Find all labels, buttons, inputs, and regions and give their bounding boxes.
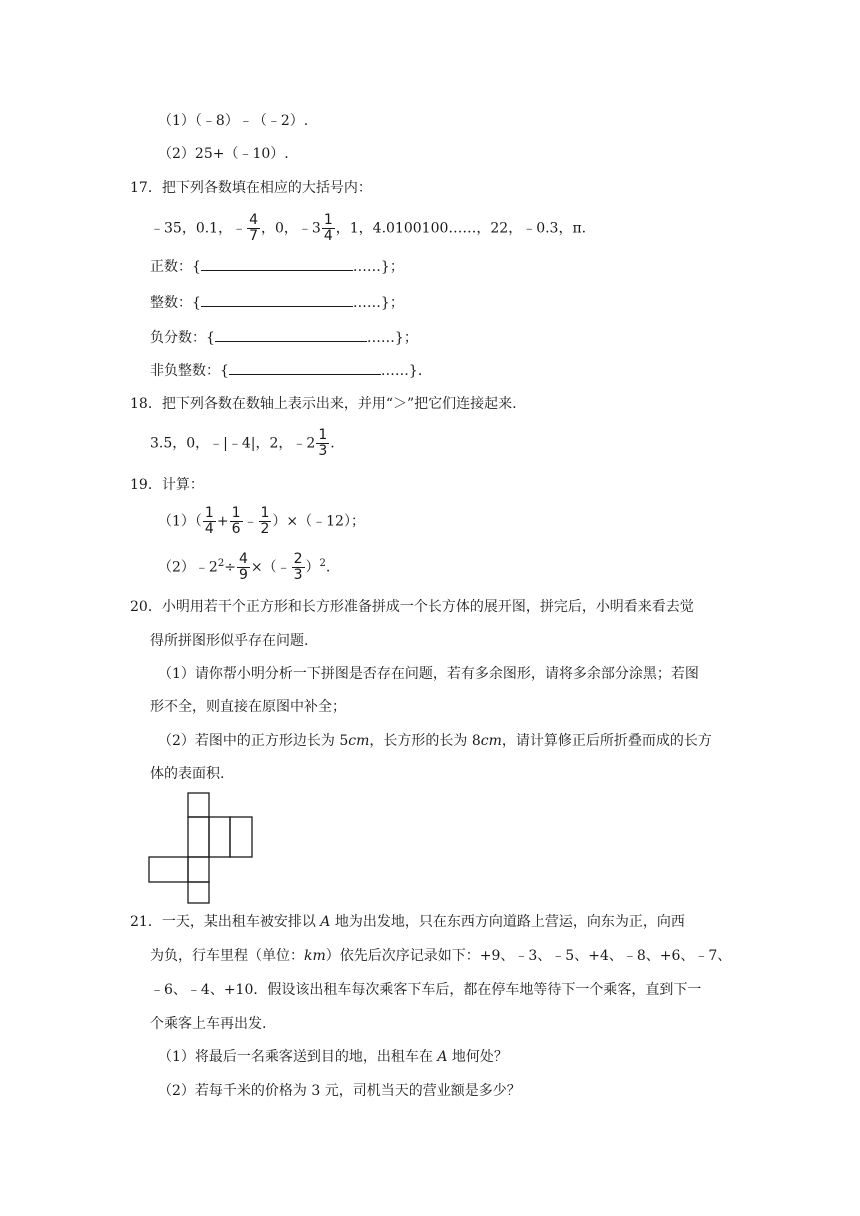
q18-title: 18．把下列各数在数轴上表示出来，并用“＞”把它们连接起来. [130,396,517,412]
net-square-middle [188,857,209,882]
q17-nums-c: ，1，4.0100100……，22，﹣0.3，π. [335,220,587,237]
times-sign: ×（﹣ [250,559,291,576]
q19-p1-close: ）×（﹣12）； [272,513,365,530]
fraction-1-4: $\frac{1}{4}$ [323,212,333,244]
q16-part1: （1）（﹣8）﹣（﹣2）. [158,113,309,129]
exponent: 2 [217,557,225,569]
q18-number-list [150,428,335,459]
minus-sign: ﹣ [243,513,258,530]
q21-line4: 个乘客上车再出发. [150,1016,267,1032]
var-a: A [320,914,331,930]
q21-l1-b: 地为出发地，只在东西方向道路上营运，向东为正，向西 [330,914,685,930]
net-rect-left [149,857,188,882]
cuboid-net-figure [148,792,258,904]
q21-line2 [150,946,731,966]
q17-nonneg-row [150,360,422,381]
q17-negfraction-row [150,327,418,348]
integer-blank[interactable] [201,292,353,307]
q19-p2-end: . [325,559,331,576]
q21-line6: （2）若每千米的价格为 3 元，司机当天的营业额是多少？ [158,1083,521,1099]
negfraction-blank[interactable] [215,327,367,342]
q21-l2-a: 为负，行车里程（单位： [150,948,304,964]
nonneg-label: 非负整数：{ [150,363,229,379]
q18-nums: 3.5，0，﹣|﹣4|，2，﹣2 [150,435,316,452]
net-rect-column-1 [188,817,209,857]
var-a-2: A [437,1049,448,1065]
nonneg-close: ……}. [380,363,423,379]
fraction-4-7: $\frac{4}{7}$ [249,212,259,244]
q17-nums-a: ﹣35，0.1，﹣ [150,220,247,237]
q20-line1: 20．小明用若干个正方形和长方形准备拼成一个长方体的展开图，拼完后，小明看来看去觉 [130,599,694,615]
q19-part1 [158,506,365,537]
q20-line3: （1）请你帮小明分析一下拼图是否存在问题，若有多余图形，请将多余部分涂黑；若图 [158,666,699,682]
q19-p2-close: ） [305,559,320,576]
net-square-bottom [188,882,209,903]
unit-cm-2: cm [480,733,502,749]
q20-l5-a: （2）若图中的正方形边长为 5 [158,733,349,749]
q19-p1-open: （1）（ [158,513,202,530]
q17-number-list [150,213,586,244]
q20-line2: 得所拼图形似乎存在问题. [150,633,309,649]
q19-p2-open: （2）﹣2 [158,559,218,576]
negfraction-label: 负分数：{ [150,330,215,346]
net-square-top [188,793,209,817]
q20-line4: 形不全，则直接在原图中补全； [150,699,346,715]
fraction-1-2: $\frac{1}{2}$ [260,505,270,537]
q21-line5 [158,1047,508,1067]
q17-integer-row [150,292,404,313]
q17-positive-row [150,256,404,277]
q17-title: 17．把下列各数填在相应的大括号内： [130,180,372,196]
q21-line3: ﹣6、﹣4、+10．假设该出租车每次乘客下车后，都在停车地等待下一个乘客，直到下一 [150,982,702,998]
q21-line1 [130,912,685,932]
unit-cm: cm [348,733,370,749]
plus-sign: + [216,513,229,530]
fraction-4-9: $\frac{4}{9}$ [238,551,248,583]
positive-close: ……}； [352,259,404,275]
q18-end: . [330,435,335,452]
net-rect-column-2 [209,817,230,857]
integer-close: ……}； [352,295,404,311]
q20-line6: 体的表面积. [150,766,225,782]
fraction-1-4b: $\frac{1}{4}$ [204,505,214,537]
q21-l2-b: ）依先后次序记录如下：+9、﹣3、﹣5、+4、﹣8、+6、﹣7、 [325,948,732,964]
q17-nums-b: ，0，﹣3 [261,220,321,237]
fraction-1-3: $\frac{1}{3}$ [318,427,328,459]
q19-part2 [158,552,330,583]
fraction-2-3: $\frac{2}{3}$ [293,551,303,583]
q19-title: 19．计算： [130,477,204,493]
divide-sign: ÷ [224,559,236,576]
unit-km: km [304,948,326,964]
net-rect-column-3 [230,817,252,857]
q16-part2: （2）25+（﹣10）. [158,146,289,162]
fraction-1-6: $\frac{1}{6}$ [231,505,241,537]
positive-blank[interactable] [201,256,353,271]
q21-l5-b: 地何处？ [447,1049,508,1065]
q20-l5-c: ，请计算修正后所折叠而成的长方 [501,733,712,749]
q20-l5-b: ，长方形的长为 8 [369,733,481,749]
nonneg-blank[interactable] [229,360,381,375]
negfraction-close: ……}； [366,330,418,346]
q21-l1-a: 21．一天，某出租车被安排以 [130,914,321,930]
q21-l5-a: （1）将最后一名乘客送到目的地，出租车在 [158,1049,438,1065]
exponent-2: 2 [319,557,326,569]
integer-label: 整数：{ [150,295,201,311]
q20-line5 [158,731,712,751]
positive-label: 正数：{ [150,259,201,275]
